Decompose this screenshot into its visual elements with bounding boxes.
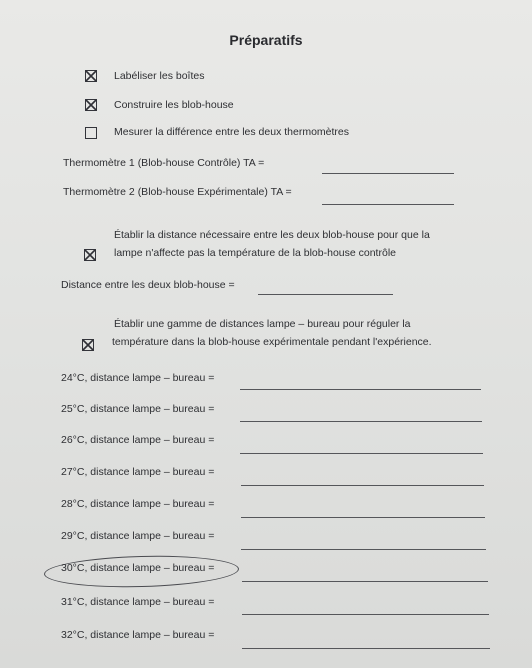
temperature-answer-line[interactable] [240,389,481,390]
distance-field-label: Distance entre les deux blob-house = [61,279,235,291]
temperature-answer-line[interactable] [242,581,488,582]
temperature-row-label: 26°C, distance lampe – bureau = [61,434,215,446]
temperature-answer-line[interactable] [242,614,489,615]
range-task-line2: température dans la blob-house expérimentale pendant l'expérience. [112,336,432,348]
check-mark-icon [82,339,94,351]
range-task-line1: Établir une gamme de distances lampe – bureau pour réguler la [114,318,411,330]
checklist-item-label: Mesurer la différence entre les deux thermomètres [114,126,349,138]
temperature-answer-line[interactable] [242,648,490,649]
temperature-row-label: 24°C, distance lampe – bureau = [61,372,215,384]
checkbox-distance-task[interactable] [84,249,96,261]
temperature-row-label: 28°C, distance lampe – bureau = [61,498,215,510]
thermometer-1-answer-line[interactable] [322,173,454,174]
checklist-item-label: Labéliser les boîtes [114,70,205,82]
check-mark-icon [84,249,96,261]
checklist-item-label: Construire les blob-house [114,99,234,111]
checkbox-mesurer[interactable] [85,127,97,139]
page-title: Préparatifs [229,32,303,48]
checkbox-labeliser[interactable] [85,70,97,82]
checkbox-range-task[interactable] [82,339,94,351]
temperature-answer-line[interactable] [241,485,484,486]
temperature-row-label: 29°C, distance lampe – bureau = [61,530,215,542]
temperature-answer-line[interactable] [240,453,483,454]
checkbox-construire[interactable] [85,99,97,111]
temperature-row-label-circled: 30°C, distance lampe – bureau = [61,562,215,574]
check-mark-icon [85,70,97,82]
thermometer-2-label: Thermomètre 2 (Blob-house Expérimentale) TA = [63,186,292,198]
thermometer-2-answer-line[interactable] [322,204,454,205]
temperature-row-label: 31°C, distance lampe – bureau = [61,596,215,608]
thermometer-1-label: Thermomètre 1 (Blob-house Contrôle) TA = [63,157,265,169]
temperature-answer-line[interactable] [241,517,485,518]
distance-answer-line[interactable] [258,294,393,295]
temperature-row-label: 25°C, distance lampe – bureau = [61,403,215,415]
temperature-row-label: 27°C, distance lampe – bureau = [61,466,215,478]
temperature-answer-line[interactable] [240,421,482,422]
distance-task-line2: lampe n'affecte pas la température de la blob-house contrôle [114,247,396,259]
distance-task-line1: Établir la distance nécessaire entre les deux blob-house pour que la [114,229,430,241]
temperature-answer-line[interactable] [241,549,486,550]
check-mark-icon [85,99,97,111]
temperature-row-label: 32°C, distance lampe – bureau = [61,629,215,641]
